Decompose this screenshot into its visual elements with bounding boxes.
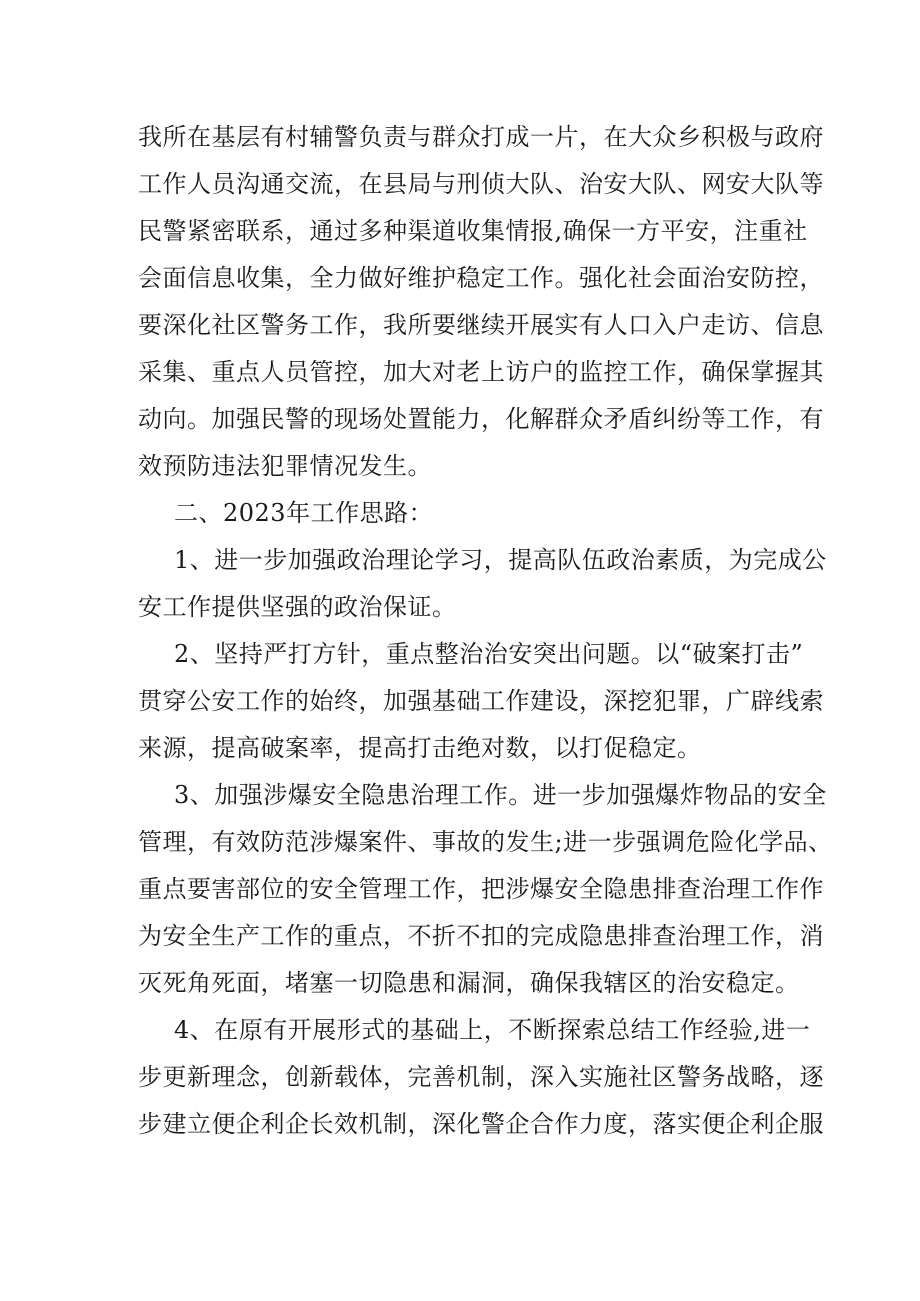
section-heading: 二、2023年工作思路： [174, 499, 434, 527]
text-line-21: 步更新理念，创新载体，完善机制，深入实施社区警务战略，逐 [138, 1063, 824, 1091]
document-body [138, 114, 833, 1148]
text-line-2: 工作人员沟通交流，在县局与刑侦大队、治安大队、网安大队等 [138, 170, 824, 198]
text-line-16: 管理，有效防范涉爆案件、事故的发生;进一步强调危险化学品、 [138, 828, 833, 856]
text-line-22: 步建立便企利企长效机制，深化警企合作力度，落实便企利企服 [138, 1110, 824, 1138]
text-line-14: 来源，提高破案率，提高打击绝对数，以打促稳定。 [138, 734, 702, 762]
text-line-19: 灭死角死面，堵塞一切隐患和漏洞，确保我辖区的治安稳定。 [138, 969, 800, 997]
text-line-1: 我所在基层有村辅警负责与群众打成一片，在大众乡积极与政府 [138, 123, 824, 151]
text-line-6: 采集、重点人员管控，加大对老上访户的监控工作，确保掌握其 [138, 358, 824, 386]
text-line-18: 为安全生产工作的重点，不折不扣的完成隐患排查治理工作，消 [138, 922, 824, 950]
text-line-20: 4、在原有开展形式的基础上，不断探索总结工作经验,进一 [174, 1016, 811, 1044]
text-line-12: 2、坚持严打方针，重点整治治安突出问题。以“破案打击” [174, 640, 804, 668]
text-line-15: 3、加强涉爆安全隐患治理工作。进一步加强爆炸物品的安全 [174, 781, 827, 809]
text-line-17: 重点要害部位的安全管理工作，把涉爆安全隐患排查治理工作作 [138, 875, 824, 903]
text-line-11: 安工作提供坚强的政治保证。 [138, 593, 457, 621]
text-line-4: 会面信息收集，全力做好维护稳定工作。强化社会面治安防控， [138, 264, 824, 292]
text-line-13: 贯穿公安工作的始终，加强基础工作建设，深挖犯罪，广辟线索 [138, 687, 824, 715]
text-line-5: 要深化社区警务工作，我所要继续开展实有人口入户走访、信息 [138, 311, 824, 339]
text-line-8: 效预防违法犯罪情况发生。 [138, 452, 432, 480]
text-line-10: 1、进一步加强政治理论学习，提高队伍政治素质，为完成公 [174, 546, 827, 574]
text-line-3: 民警紧密联系，通过多种渠道收集情报,确保一方平安，注重社 [138, 217, 808, 245]
text-line-7: 动向。加强民警的现场处置能力，化解群众矛盾纠纷等工作，有 [138, 405, 824, 433]
